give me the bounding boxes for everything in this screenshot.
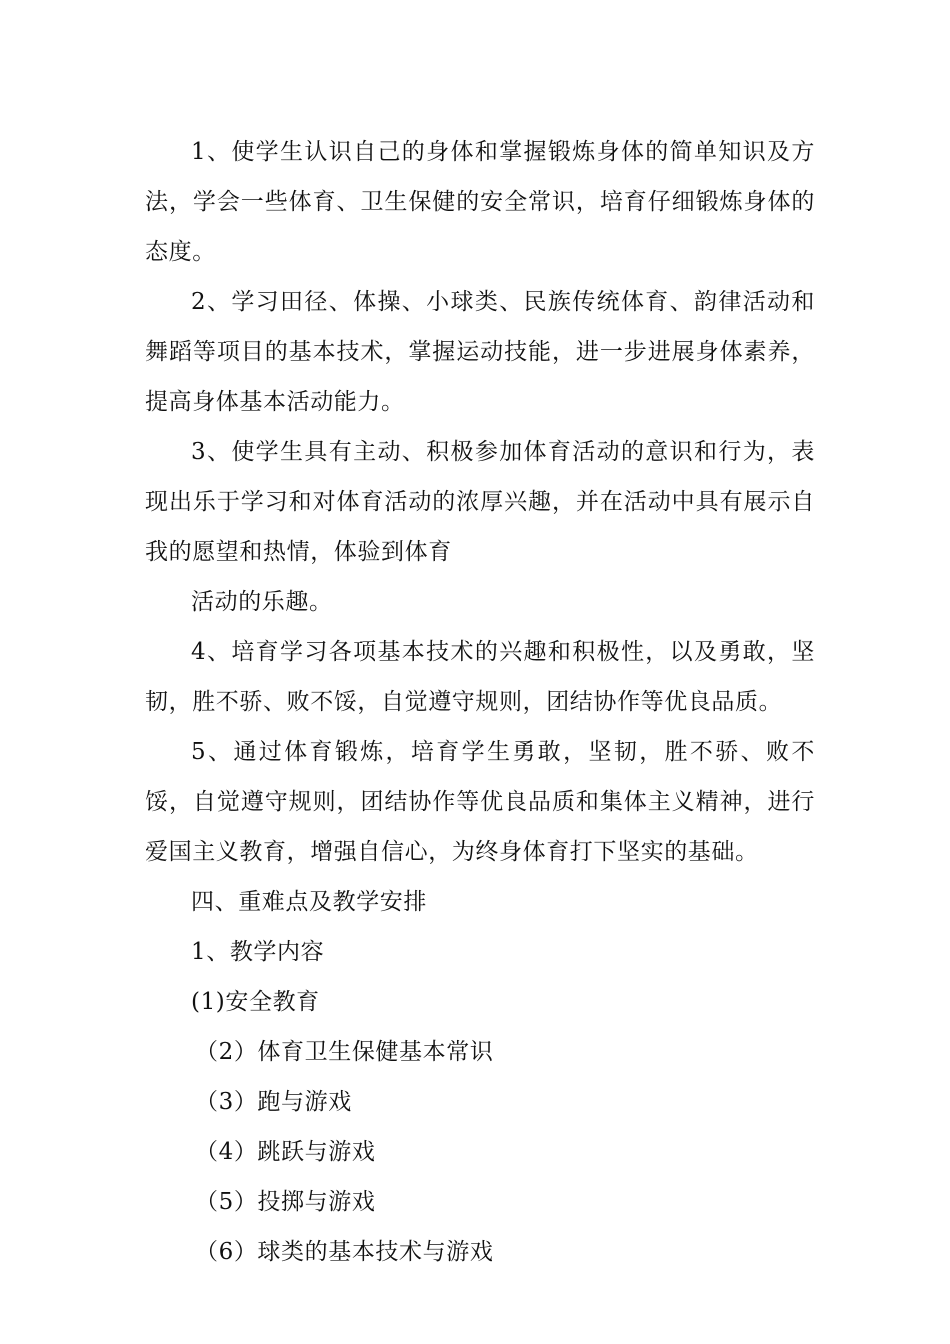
section-heading: 四、重难点及教学安排 [191,889,427,915]
paragraph-goal-3: 3、使学生具有主动、积极参加体育活动的意识和行为，表现出乐于学习和对体育活动的浓厚兴趣，并在活动中具有展示自我的愿望和热情，体验到体育 [145,439,815,565]
document-body [145,127,815,1277]
paragraph-goal-3-continued: 活动的乐趣。 [191,589,333,615]
list-item: （6）球类的基本技术与游戏 [195,1239,494,1265]
list-item: （3）跑与游戏 [195,1089,352,1115]
subheading-teaching-content: 1、教学内容 [191,939,325,965]
paragraph-goal-5: 5、通过体育锻炼，培育学生勇敢，坚韧，胜不骄、败不馁，自觉遵守规则，团结协作等优良品质和集体主义精神，进行爱国主义教育，增强自信心，为终身体育打下坚实的基础。 [145,739,815,865]
list-item: （5）投掷与游戏 [195,1189,376,1215]
paragraph-goal-1: 1、使学生认识自己的身体和掌握锻炼身体的简单知识及方法，学会一些体育、卫生保健的安全常识，培育仔细锻炼身体的态度。 [145,139,815,265]
list-item: （4）跳跃与游戏 [195,1139,376,1165]
paragraph-goal-2: 2、学习田径、体操、小球类、民族传统体育、韵律活动和舞蹈等项目的基本技术，掌握运动技能，进一步进展身体素养，提高身体基本活动能力。 [145,289,815,415]
list-item: (1)安全教育 [191,989,320,1015]
paragraph-goal-4: 4、培育学习各项基本技术的兴趣和积极性，以及勇敢，坚韧，胜不骄、败不馁，自觉遵守规则，团结协作等优良品质。 [145,639,815,715]
list-item: （2）体育卫生保健基本常识 [195,1039,494,1065]
